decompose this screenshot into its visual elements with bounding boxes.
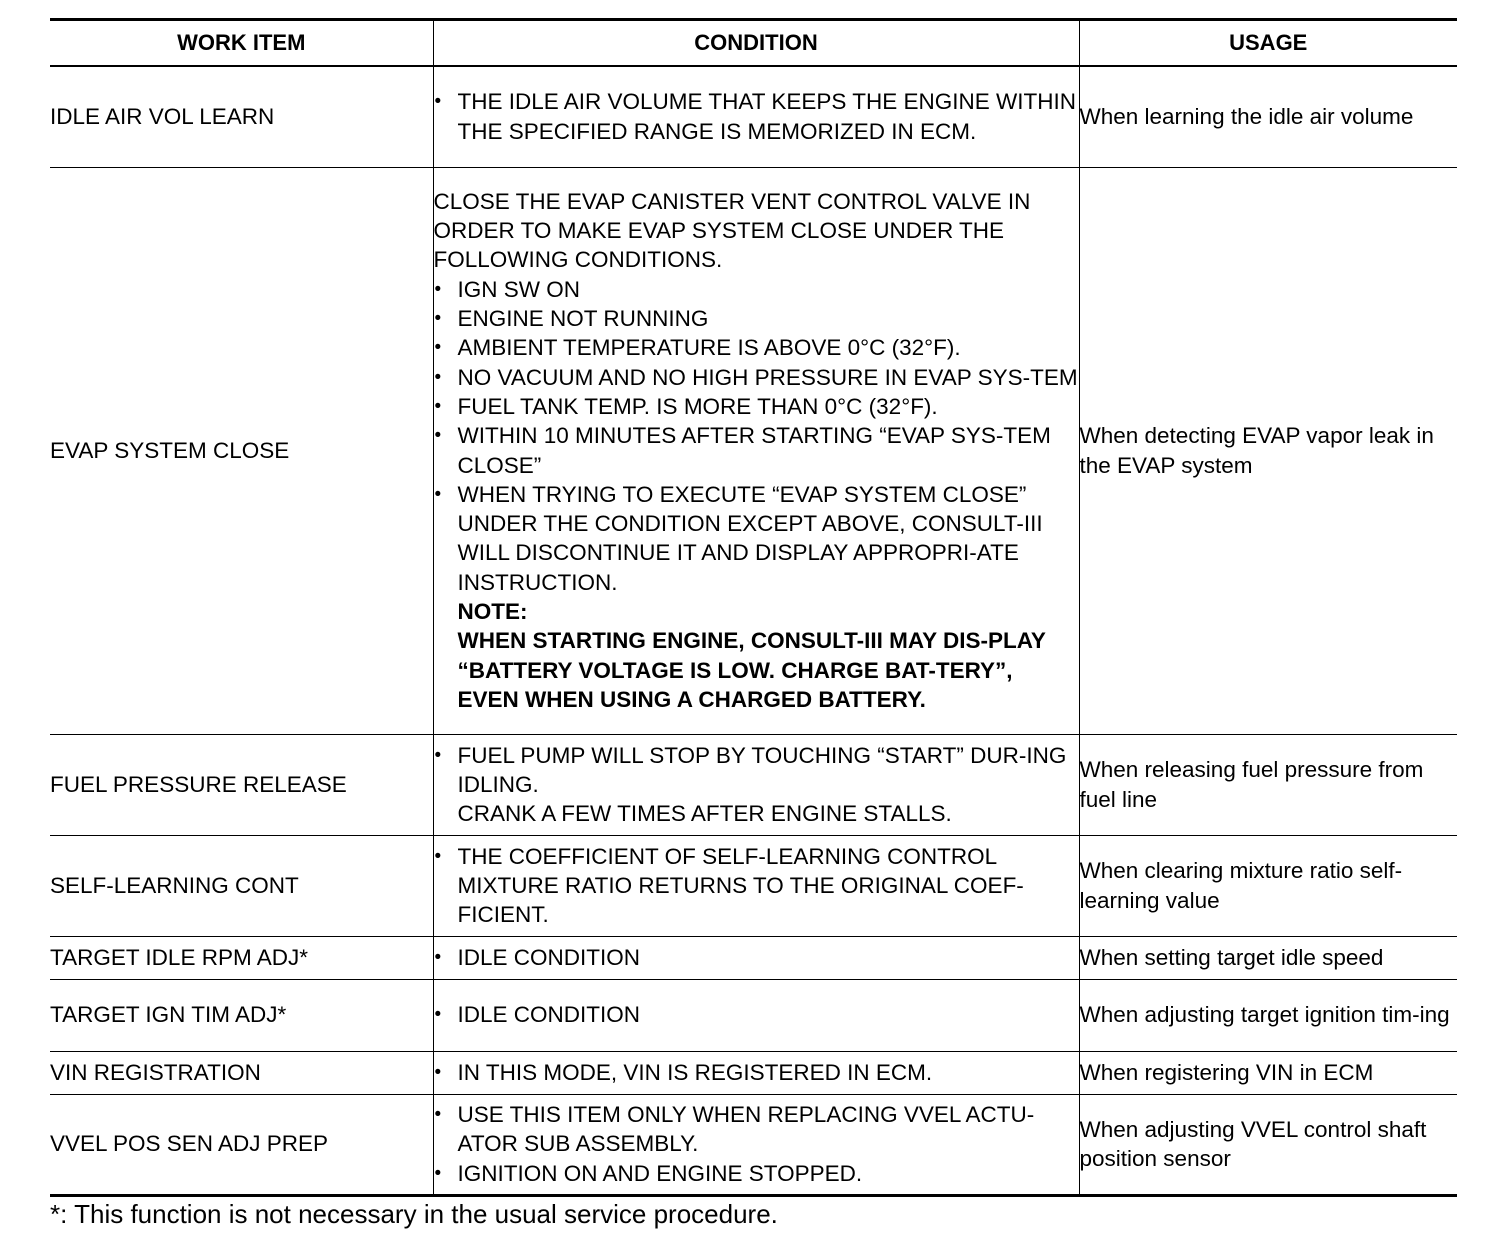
- work-item-cell: FUEL PRESSURE RELEASE: [50, 734, 433, 835]
- condition-bullet: • IGN SW ON: [434, 275, 1079, 304]
- condition-subtext: CRANK A FEW TIMES AFTER ENGINE STALLS.: [457, 801, 952, 827]
- condition-bullet: • WITHIN 10 MINUTES AFTER STARTING “EVAP SYS-TEM CLOSE”: [434, 421, 1079, 480]
- condition-bullet: [434, 480, 1079, 714]
- usage-cell: When releasing fuel pressure from fuel line: [1079, 734, 1457, 835]
- work-support-table: [50, 18, 1457, 1197]
- condition-cell: [433, 979, 1079, 1051]
- table-row: [50, 936, 1457, 979]
- condition-bullet: • IDLE CONDITION: [434, 1000, 1079, 1029]
- work-item-cell: IDLE AIR VOL LEARN: [50, 66, 433, 167]
- note-text: WHEN STARTING ENGINE, CONSULT-III MAY DIS-PLAY “BATTERY VOLTAGE IS LOW. CHARGE BAT-TERY”, EVEN WHEN USING A CHARGED BATTERY.: [457, 628, 1046, 712]
- condition-bullet: • IN THIS MODE, VIN IS REGISTERED IN ECM.: [434, 1058, 1079, 1087]
- note-label: NOTE:: [457, 598, 528, 624]
- condition-bullet: [434, 741, 1079, 829]
- condition-intro: CLOSE THE EVAP CANISTER VENT CONTROL VALVE IN ORDER TO MAKE EVAP SYSTEM CLOSE UNDER THE FOLLOWING CONDITIONS.: [433, 188, 1031, 273]
- condition-list: [434, 943, 1079, 972]
- usage-cell: When setting target idle speed: [1079, 936, 1457, 979]
- header-work-item: WORK ITEM: [50, 20, 433, 67]
- condition-bullet: • NO VACUUM AND NO HIGH PRESSURE IN EVAP SYS-TEM: [434, 363, 1079, 392]
- condition-cell: [433, 734, 1079, 835]
- condition-bullet-text: FUEL PUMP WILL STOP BY TOUCHING “START” DUR-ING IDLING.: [457, 742, 1067, 797]
- usage-cell: When detecting EVAP vapor leak in the EVAP system: [1079, 167, 1457, 734]
- condition-list: [434, 275, 1079, 714]
- condition-cell: [433, 66, 1079, 167]
- table-row: [50, 167, 1457, 734]
- condition-list: [434, 842, 1079, 930]
- table-row: [50, 1051, 1457, 1094]
- condition-bullet: • USE THIS ITEM ONLY WHEN REPLACING VVEL ACTU-ATOR SUB ASSEMBLY.: [434, 1100, 1079, 1159]
- condition-bullet: • AMBIENT TEMPERATURE IS ABOVE 0°C (32°F).: [434, 333, 1079, 362]
- work-item-cell: EVAP SYSTEM CLOSE: [50, 167, 433, 734]
- condition-cell: [433, 835, 1079, 936]
- work-item-cell: TARGET IDLE RPM ADJ*: [50, 936, 433, 979]
- condition-cell: [433, 1051, 1079, 1094]
- header-condition: CONDITION: [433, 20, 1079, 67]
- usage-cell: When registering VIN in ECM: [1079, 1051, 1457, 1094]
- condition-list: [434, 1100, 1079, 1188]
- condition-bullet: • ENGINE NOT RUNNING: [434, 304, 1079, 333]
- condition-bullet: • IGNITION ON AND ENGINE STOPPED.: [434, 1159, 1079, 1188]
- condition-list: [434, 741, 1079, 829]
- table-row: [50, 66, 1457, 167]
- condition-bullet-text: WHEN TRYING TO EXECUTE “EVAP SYSTEM CLOSE” UNDER THE CONDITION EXCEPT ABOVE, CONSULT-III WILL DISCONTINUE IT AND DISPLAY APPROPRI-ATE INSTRUCTION.: [457, 481, 1043, 595]
- usage-cell: When clearing mixture ratio self-learning value: [1079, 835, 1457, 936]
- work-item-cell: TARGET IGN TIM ADJ*: [50, 979, 433, 1051]
- condition-list: [434, 1058, 1079, 1087]
- condition-bullet: • THE IDLE AIR VOLUME THAT KEEPS THE ENGINE WITHIN THE SPECIFIED RANGE IS MEMORIZED IN ECM.: [434, 87, 1079, 146]
- usage-cell: When adjusting VVEL control shaft position sensor: [1079, 1094, 1457, 1195]
- usage-cell: When learning the idle air volume: [1079, 66, 1457, 167]
- usage-cell: When adjusting target ignition tim-ing: [1079, 979, 1457, 1051]
- work-item-cell: SELF-LEARNING CONT: [50, 835, 433, 936]
- footnote: *: This function is not necessary in the usual service procedure.: [50, 1199, 778, 1229]
- work-item-cell: VVEL POS SEN ADJ PREP: [50, 1094, 433, 1195]
- condition-cell: [433, 167, 1079, 734]
- condition-bullet: • IDLE CONDITION: [434, 943, 1079, 972]
- table-row: [50, 1094, 1457, 1195]
- condition-bullet: • FUEL TANK TEMP. IS MORE THAN 0°C (32°F).: [434, 392, 1079, 421]
- header-row: [50, 20, 1457, 67]
- table-row: [50, 979, 1457, 1051]
- condition-cell: [433, 1094, 1079, 1195]
- work-item-cell: VIN REGISTRATION: [50, 1051, 433, 1094]
- condition-list: [434, 87, 1079, 146]
- table-row: [50, 835, 1457, 936]
- condition-list: [434, 1000, 1079, 1029]
- header-usage: USAGE: [1079, 20, 1457, 67]
- condition-bullet: • THE COEFFICIENT OF SELF-LEARNING CONTROL MIXTURE RATIO RETURNS TO THE ORIGINAL COEF-FICIENT.: [434, 842, 1079, 930]
- table-row: [50, 734, 1457, 835]
- condition-cell: [433, 936, 1079, 979]
